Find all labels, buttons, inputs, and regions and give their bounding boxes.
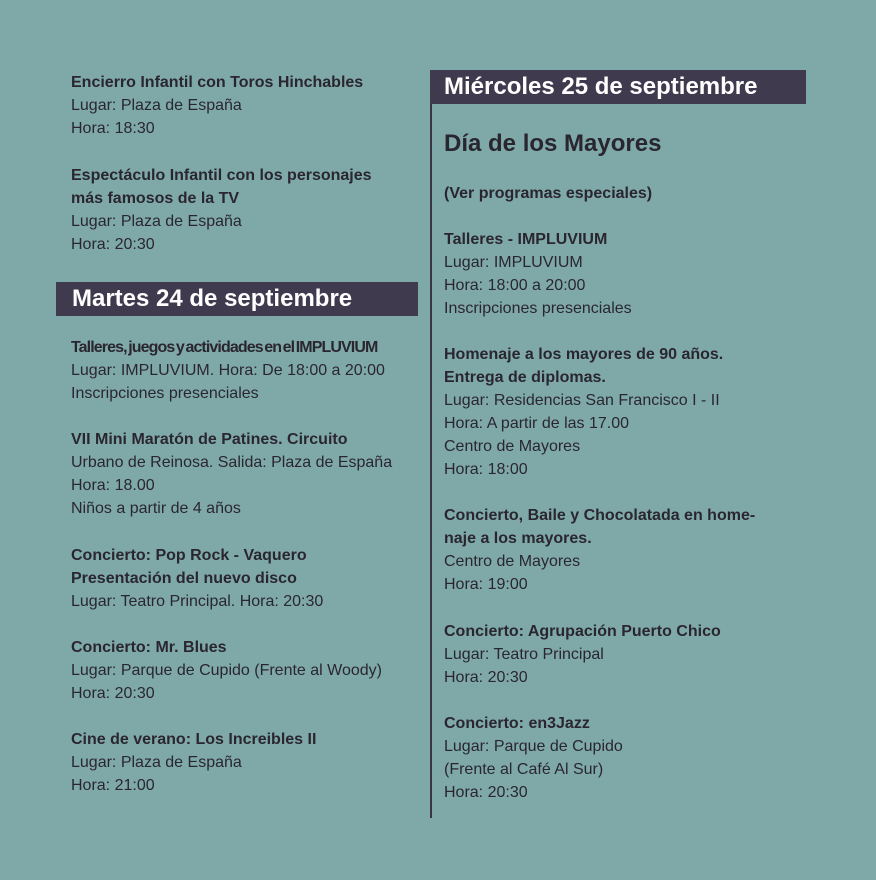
event-title: Concierto: Mr. Blues — [71, 639, 227, 656]
event-detail: Inscripciones presenciales — [444, 300, 632, 317]
event-title: Concierto, Baile y Chocolatada en home- — [444, 507, 756, 524]
event-title: Talleres - IMPLUVIUM — [444, 231, 608, 248]
event-concierto-pop-rock — [71, 544, 421, 613]
event-concierto-mr-blues — [71, 636, 421, 705]
event-detail: Lugar: IMPLUVIUM. Hora: De 18:00 a 20:00 — [71, 362, 385, 379]
event-detail: Niños a partir de 4 años — [71, 500, 241, 517]
event-detail: Hora: 20:30 — [71, 236, 155, 253]
event-title: Talleres, juegos y actividades en el IMPLUVIUM — [71, 339, 378, 356]
event-detail: Hora: 21:00 — [71, 777, 155, 794]
event-espectaculo-infantil — [71, 164, 421, 256]
event-title: (Ver programas especiales) — [444, 185, 653, 202]
event-en3jazz — [444, 712, 844, 804]
event-detail: Lugar: Parque de Cupido (Frente al Woody) — [71, 662, 382, 679]
event-detail: Hora: A partir de las 17.00 — [444, 415, 629, 432]
event-cine-verano — [71, 728, 421, 797]
event-ver-programas — [444, 182, 844, 205]
day-banner-wednesday: Miércoles 25 de septiembre — [430, 70, 806, 104]
column-divider — [430, 70, 432, 818]
event-detail: Lugar: Teatro Principal. Hora: 20:30 — [71, 593, 324, 610]
event-title: Encierro Infantil con Toros Hinchables — [71, 74, 364, 91]
event-title: VII Mini Maratón de Patines. Circuito — [71, 431, 348, 448]
event-title: Homenaje a los mayores de 90 años. — [444, 346, 724, 363]
event-title: Cine de verano: Los Increibles II — [71, 731, 317, 748]
event-detail: Hora: 20:30 — [444, 669, 528, 686]
section-heading: Día de los Mayores — [444, 130, 662, 157]
event-detail: Hora: 19:00 — [444, 576, 528, 593]
event-detail: Centro de Mayores — [444, 438, 581, 455]
event-detail: Centro de Mayores — [444, 553, 581, 570]
event-homenaje-mayores — [444, 343, 844, 481]
event-detail: Lugar: Plaza de España — [71, 213, 242, 230]
event-concierto-baile-chocolatada — [444, 504, 844, 596]
event-detail: Lugar: Plaza de España — [71, 97, 242, 114]
event-detail: Lugar: Plaza de España — [71, 754, 242, 771]
event-detail: (Frente al Café Al Sur) — [444, 761, 604, 778]
event-talleres-impluvium-miercoles — [444, 228, 844, 320]
event-title: más famosos de la TV — [71, 190, 240, 207]
event-title: Concierto: Pop Rock - Vaquero — [71, 547, 307, 564]
event-detail: Lugar: Teatro Principal — [444, 646, 604, 663]
event-mini-maraton — [71, 428, 421, 520]
event-title: Concierto: Agrupación Puerto Chico — [444, 623, 721, 640]
event-talleres-impluvium — [71, 336, 421, 405]
event-detail: Urbano de Reinosa. Salida: Plaza de España — [71, 454, 393, 471]
event-detail: Hora: 18:00 — [444, 461, 528, 478]
event-title: naje a los mayores. — [444, 530, 592, 547]
event-detail: Hora: 18:00 a 20:00 — [444, 277, 586, 294]
event-detail: Lugar: IMPLUVIUM — [444, 254, 583, 271]
event-detail: Hora: 18:30 — [71, 120, 155, 137]
event-title: Espectáculo Infantil con los personajes — [71, 167, 372, 184]
event-detail: Lugar: Residencias San Francisco I - II — [444, 392, 720, 409]
event-detail: Lugar: Parque de Cupido — [444, 738, 623, 755]
event-agrupacion-puerto-chico — [444, 620, 844, 689]
event-detail: Hora: 20:30 — [71, 685, 155, 702]
event-title: Concierto: en3Jazz — [444, 715, 590, 732]
event-encierro-infantil — [71, 71, 421, 140]
event-title: Presentación del nuevo disco — [71, 570, 297, 587]
event-detail: Hora: 20:30 — [444, 784, 528, 801]
day-banner-tuesday: Martes 24 de septiembre — [56, 282, 418, 316]
event-title: Entrega de diplomas. — [444, 369, 606, 386]
event-detail: Hora: 18.00 — [71, 477, 155, 494]
event-detail: Inscripciones presenciales — [71, 385, 259, 402]
